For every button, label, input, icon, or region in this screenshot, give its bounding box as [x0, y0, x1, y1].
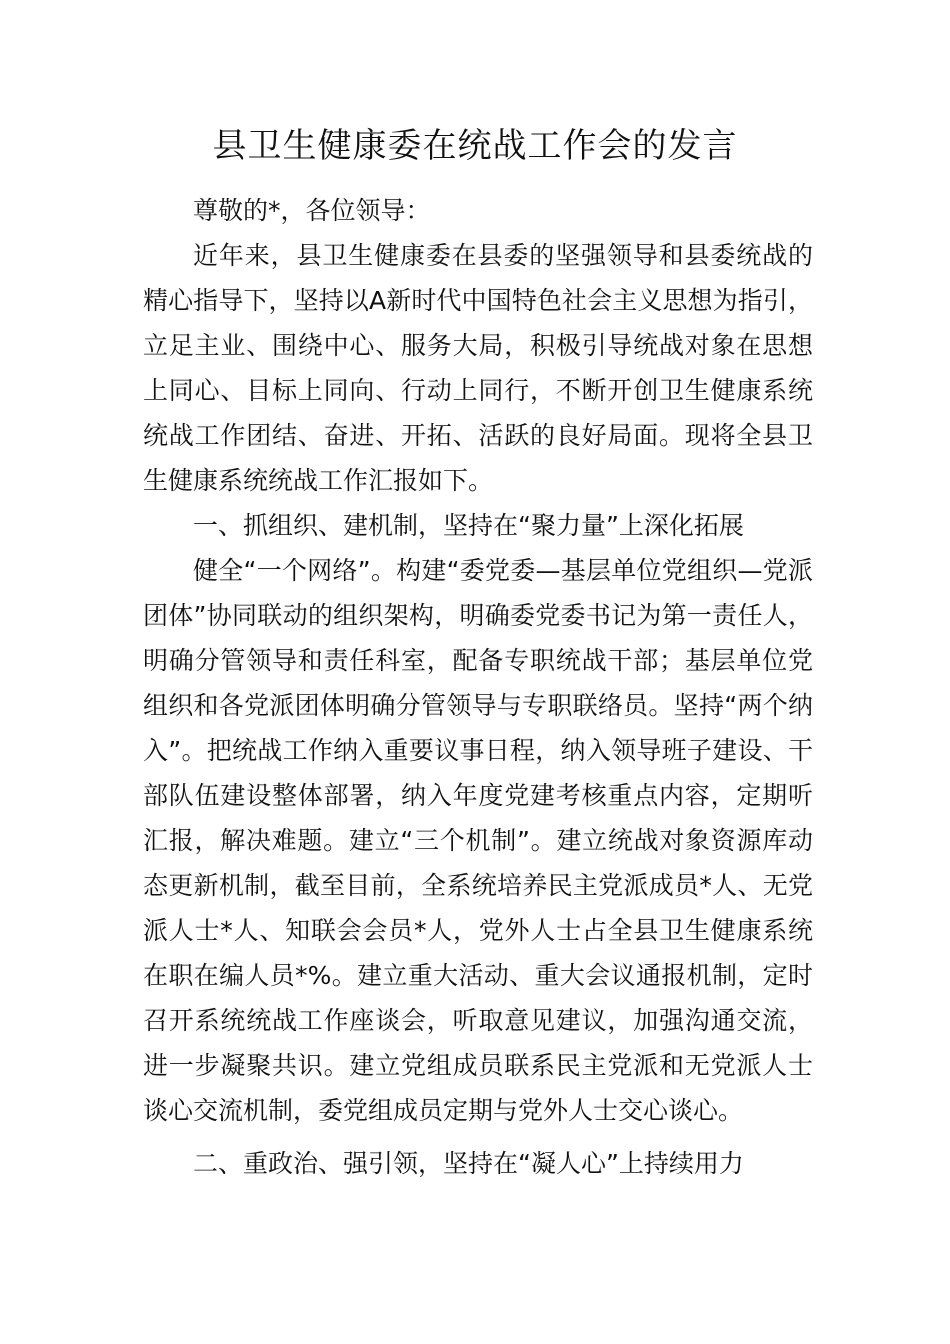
document-body	[143, 188, 813, 1186]
salutation: 尊敬的*，各位领导：	[193, 196, 431, 225]
intro-paragraph: 近年来，县卫生健康委在县委的坚强领导和县委统战的精心指导下，坚持以A新时代中国特色社会主义思想为指引，立足主业、围绕中心、服务大局，积极引导统战对象在思想上同心、目标上同向、行动上同行，不断开创卫生健康系统统战工作团结、奋进、开拓、活跃的良好局面。现将全县卫生健康系统统战工作汇报如下。	[143, 241, 813, 495]
document-title: 县卫生健康委在统战工作会的发言	[212, 126, 738, 166]
section-1-heading: 一、抓组织、建机制，坚持在“聚力量”上深化拓展	[193, 511, 744, 540]
section-2-heading: 二、重政治、强引领，坚持在“凝人心”上持续用力	[193, 1149, 744, 1178]
section-1-paragraph: 健全“一个网络”。构建“委党委—基层单位党组织—党派团体”协同联动的组织架构，明确委党委书记为第一责任人，明确分管领导和责任科室，配备专职统战干部；基层单位党组织和各党派团体明确分管领导与专职联络员。坚持“两个纳入”。把统战工作纳入重要议事日程，纳入领导班子建设、干部队伍建设整体部署，纳入年度党建考核重点内容，定期听汇报，解决难题。建立“三个机制”。建立统战对象资源库动态更新机制，截至目前，全系统培养民主党派成员*人、无党派人士*人、知联会会员*人，党外人士占全县卫生健康系统在职在编人员*%。建立重大活动、重大会议通报机制，定时召开系统统战工作座谈会，听取意见建议，加强沟通交流，进一步凝聚共识。建立党组成员联系民主党派和无党派人士谈心交流机制，委党组成员定期与党外人士交心谈心。	[143, 556, 813, 1125]
